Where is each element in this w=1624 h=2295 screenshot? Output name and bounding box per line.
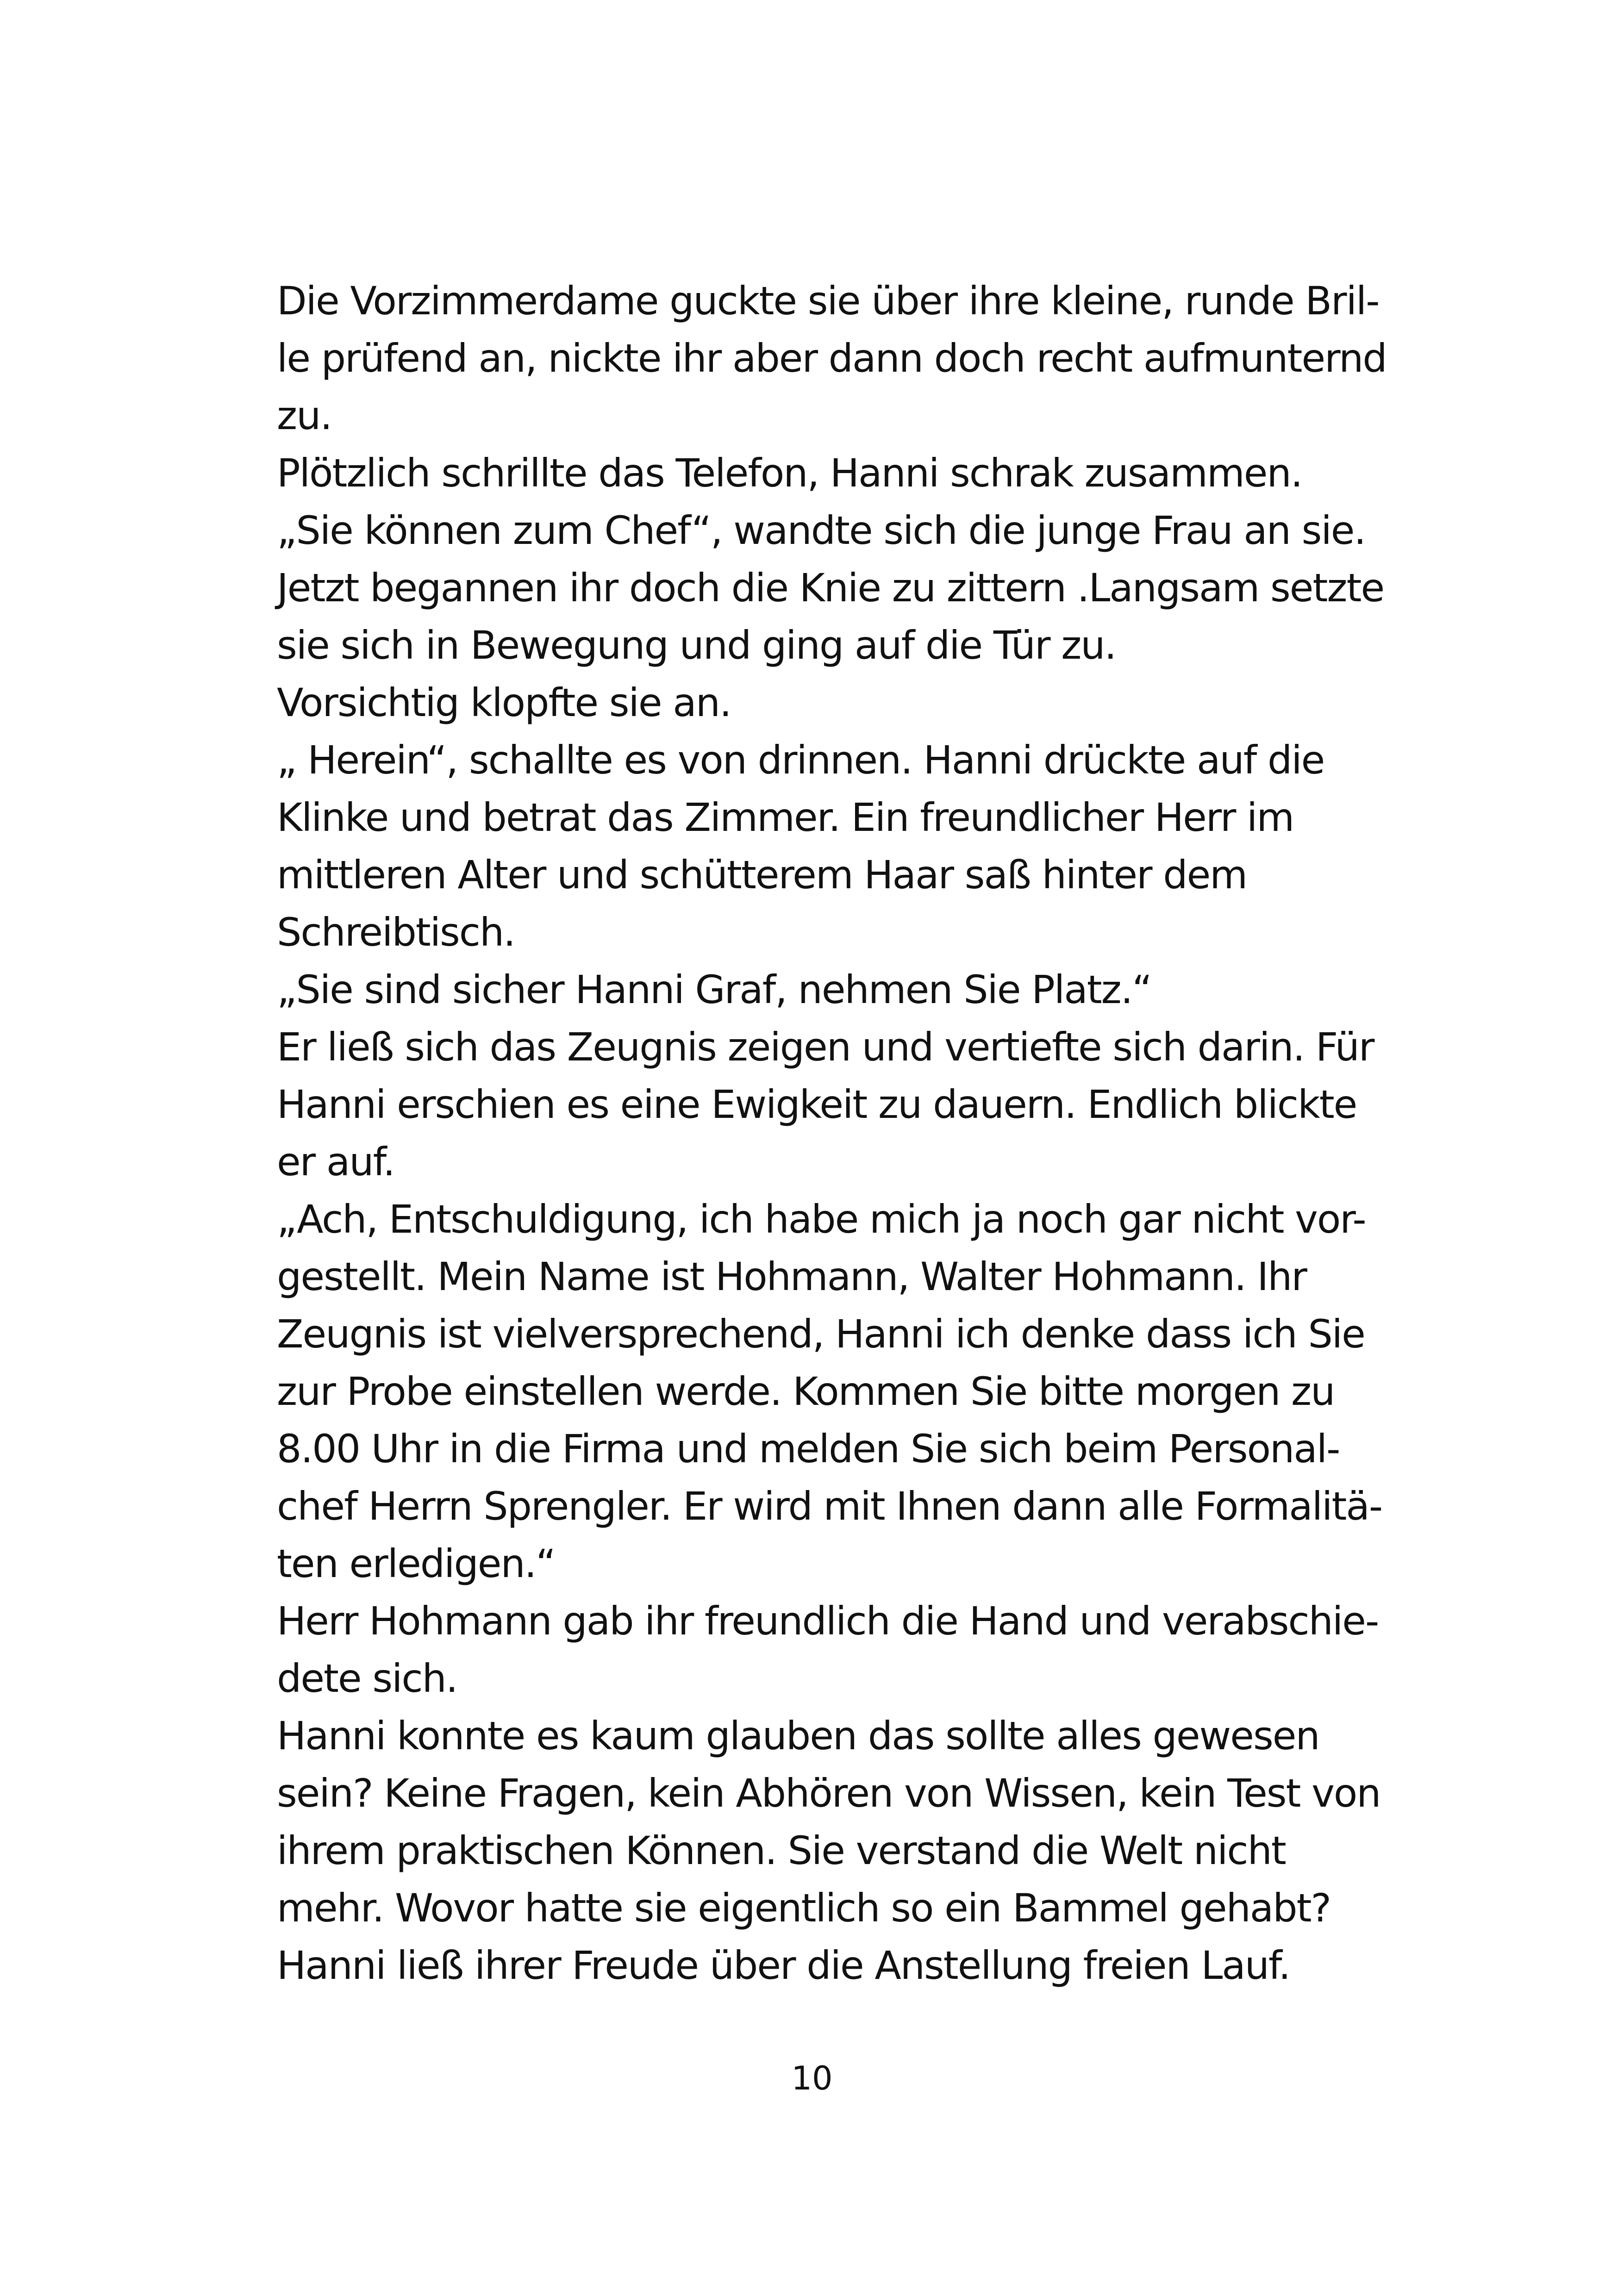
text-line: Vorsichtig klopfte sie an. [277, 680, 731, 725]
text-line: Schreibtisch. [277, 910, 515, 955]
text-line: Zeugnis ist vielversprechend, Hanni ich denke dass ich Sie [277, 1311, 1365, 1357]
text-line: sie sich in Bewegung und ging auf die Tür zu. [277, 623, 1116, 668]
text-line: sein? Keine Fragen, kein Abhören von Wissen, kein Test von [277, 1771, 1380, 1816]
text-line: Hanni konnte es kaum glauben das sollte alles gewesen [277, 1713, 1319, 1759]
text-line: er auf. [277, 1139, 394, 1185]
text-line: Jetzt begannen ihr doch die Knie zu zittern .Langsam setzte [277, 565, 1384, 611]
text-line: „Sie können zum Chef“, wandte sich die junge Frau an sie. [277, 508, 1366, 553]
text-line: zur Probe einstellen werde. Kommen Sie bitte morgen zu [277, 1369, 1335, 1414]
text-line: Hanni erschien es eine Ewigkeit zu dauern. Endlich blickte [277, 1082, 1357, 1127]
text-line: mehr. Wovor hatte sie eigentlich so ein Bammel gehabt? [277, 1885, 1331, 1931]
text-line: gestellt. Mein Name ist Hohmann, Walter Hohmann. Ihr [277, 1254, 1306, 1299]
text-line: „ Herein“, schallte es von drinnen. Hanni drückte auf die [277, 737, 1324, 783]
text-line: 8.00 Uhr in die Firma und melden Sie sich beim Personal- [277, 1426, 1340, 1472]
text-line: ihrem praktischen Können. Sie verstand die Welt nicht [277, 1828, 1286, 1873]
text-line: le prüfend an, nickte ihr aber dann doch recht aufmunternd [277, 336, 1387, 381]
text-line: Die Vorzimmerdame guckte sie über ihre kleine, runde Bril- [277, 278, 1379, 324]
body-text [277, 272, 1443, 1994]
text-line: Herr Hohmann gab ihr freundlich die Hand und verabschie- [277, 1598, 1379, 1644]
page-number: 10 [791, 2059, 833, 2097]
text-line: „Sie sind sicher Hanni Graf, nehmen Sie Platz.“ [277, 967, 1151, 1012]
text-line: chef Herrn Sprengler. Er wird mit Ihnen dann alle Formalitä- [277, 1484, 1382, 1529]
text-line: zu. [277, 393, 332, 438]
text-line: dete sich. [277, 1656, 457, 1701]
text-line: „Ach, Entschuldigung, ich habe mich ja noch gar nicht vor- [277, 1197, 1366, 1242]
text-line: Klinke und betrat das Zimmer. Ein freundlicher Herr im [277, 795, 1294, 840]
text-line: Hanni ließ ihrer Freude über die Anstellung freien Lauf. [277, 1943, 1290, 1988]
text-line: mittleren Alter und schütterem Haar saß hinter dem [277, 852, 1247, 898]
text-line: Er ließ sich das Zeugnis zeigen und vertiefte sich darin. Für [277, 1024, 1374, 1070]
text-line: ten erledigen.“ [277, 1541, 555, 1586]
text-line: Plötzlich schrillte das Telefon, Hanni schrak zusammen. [277, 450, 1302, 496]
